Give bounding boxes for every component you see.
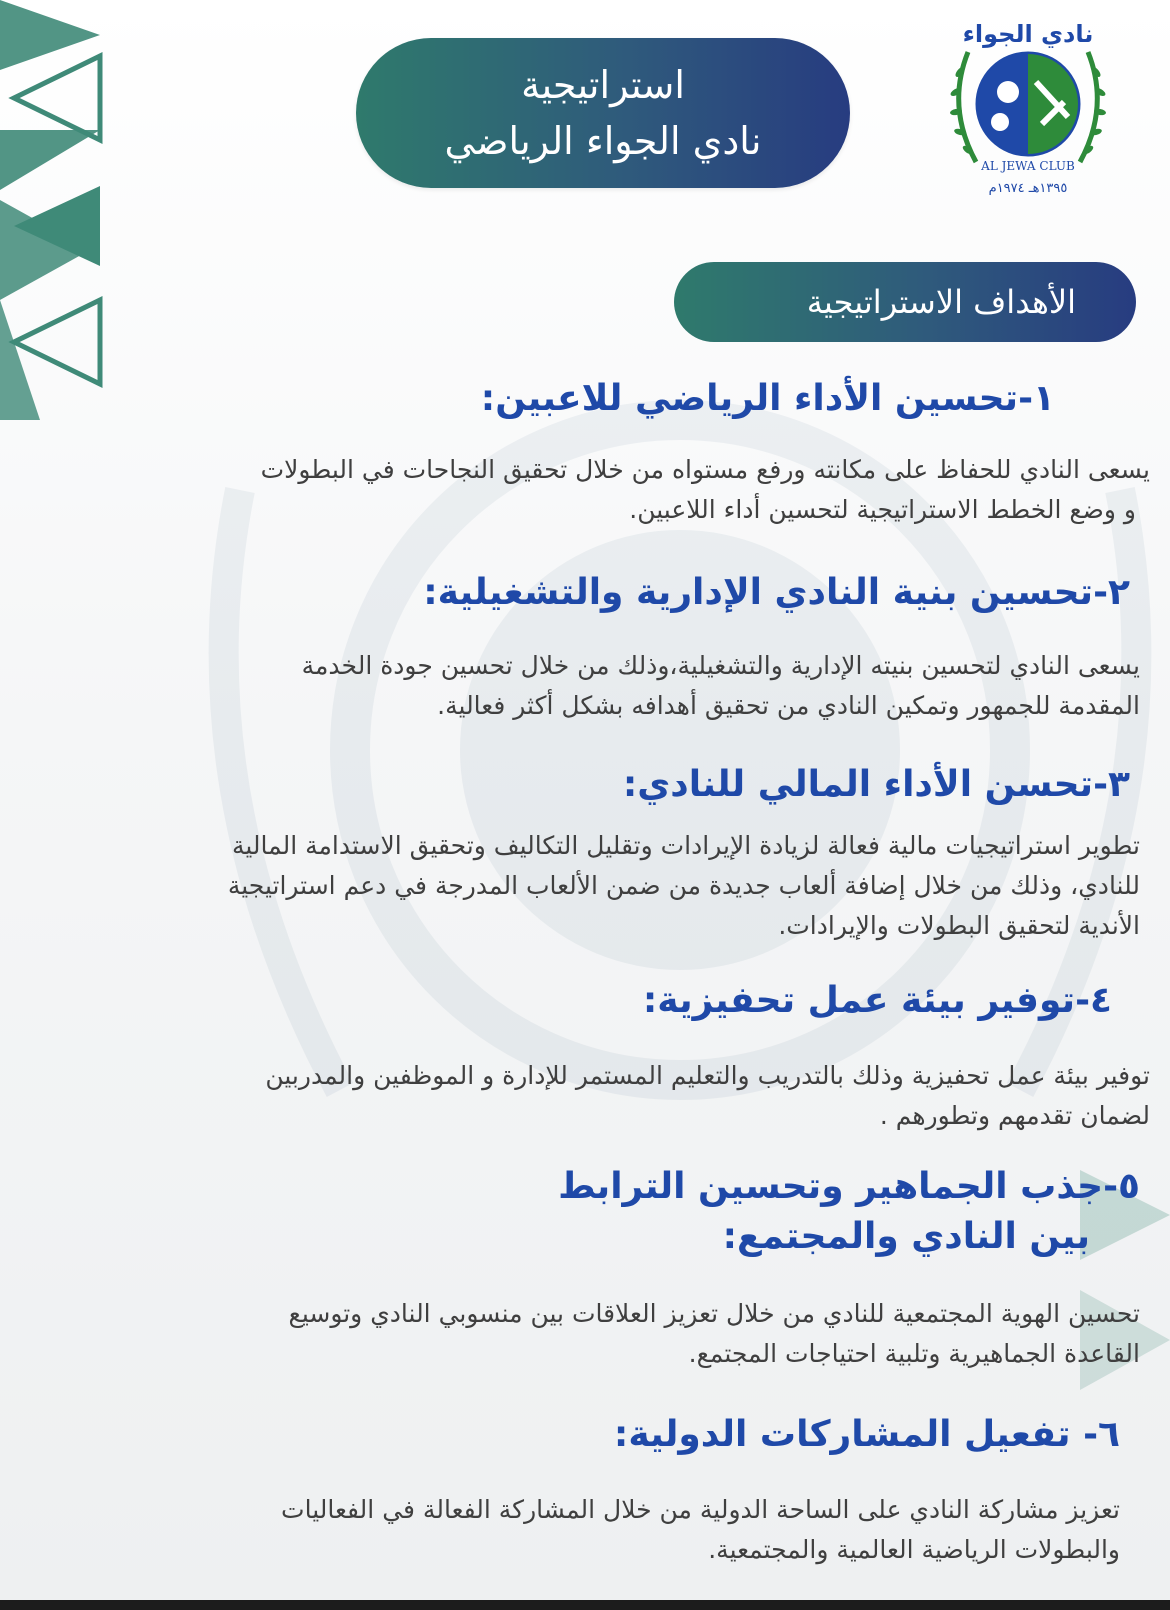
goal-4-heading: ٤-توفير بيئة عمل تحفيزية: <box>642 980 1112 1021</box>
goal-1-line-1: يسعى النادي للحفاظ على مكانته ورفع مستواه من خلال تحقيق النجاحات في البطولات <box>260 455 1150 484</box>
goal-5-text <box>40 1294 1140 1374</box>
club-logo <box>938 12 1118 202</box>
goal-3-text <box>20 826 1140 946</box>
goal-6-line-1: تعزيز مشاركة النادي على الساحة الدولية من خلال المشاركة الفعالة في الفعاليات <box>281 1495 1120 1524</box>
goal-5-line-2: القاعدة الجماهيرية وتلبية احتياجات المجتمع. <box>688 1339 1140 1368</box>
decorative-triangles <box>0 0 110 420</box>
goal-2-line-1: يسعى النادي لتحسين بنيته الإدارية والتشغيلية،وذلك من خلال تحسين جودة الخدمة <box>301 651 1140 680</box>
goal-1-line-2: و وضع الخطط الاستراتيجية لتحسين أداء اللاعبين. <box>629 495 1136 524</box>
goal-2-line-2: المقدمة للجمهور وتمكين النادي من تحقيق أهدافه بشكل أكثر فعالية. <box>437 691 1140 720</box>
goal-3-line-3: الأندية لتحقيق البطولات والإيرادات. <box>778 911 1140 940</box>
title-line-1: استراتيجية <box>521 63 685 107</box>
title-line-2: نادي الجواء الرياضي <box>444 119 762 163</box>
goal-6-text <box>60 1490 1120 1570</box>
logo-english-name: AL JEWA CLUB <box>981 159 1075 173</box>
section-title-text: الأهداف الاستراتيجية <box>806 283 1076 321</box>
goal-2-heading: ٢-تحسين بنية النادي الإدارية والتشغيلية: <box>423 572 1130 613</box>
goal-5-line-1: تحسين الهوية المجتمعية للنادي من خلال تعزيز العلاقات بين منسوبي النادي وتوسيع <box>288 1299 1140 1328</box>
section-title <box>674 262 1136 342</box>
goal-4-text <box>50 1056 1150 1136</box>
goal-5-heading-line-1: ٥-جذب الجماهير وتحسين الترابط <box>558 1166 1140 1207</box>
goal-2-text <box>40 646 1140 726</box>
goal-3-line-1: تطوير استراتيجيات مالية فعالة لزيادة الإيرادات وتقليل التكاليف وتحقيق الاستدامة المالية <box>231 831 1140 860</box>
goal-6-line-2: والبطولات الرياضية العالمية والمجتمعية. <box>708 1535 1120 1564</box>
goal-4-line-1: توفير بيئة عمل تحفيزية وذلك بالتدريب والتعليم المستمر للإدارة و الموظفين والمدربين <box>265 1061 1150 1090</box>
goal-3-line-2: للنادي، وذلك من خلال إضافة ألعاب جديدة من ضمن الألعاب المدرجة في دعم استراتيجية <box>227 871 1140 900</box>
logo-year: ١٣٩٥هـ ١٩٧٤م <box>988 181 1068 196</box>
goal-4-line-2: لضمان تقدمهم وتطورهم . <box>879 1101 1150 1130</box>
goal-6-heading: ٦- تفعيل المشاركات الدولية: <box>613 1414 1120 1455</box>
goal-3-heading: ٣-تحسن الأداء المالي للنادي: <box>622 764 1130 805</box>
goal-5-heading-line-2: بين النادي والمجتمع: <box>722 1216 1090 1257</box>
page-title <box>356 38 850 188</box>
goal-1-heading: ١-تحسين الأداء الرياضي للاعبين: <box>480 378 1055 419</box>
goal-1-text <box>50 450 1150 530</box>
logo-arabic-name: نادي الجواء <box>962 20 1094 48</box>
bottom-rule <box>0 1600 1170 1610</box>
